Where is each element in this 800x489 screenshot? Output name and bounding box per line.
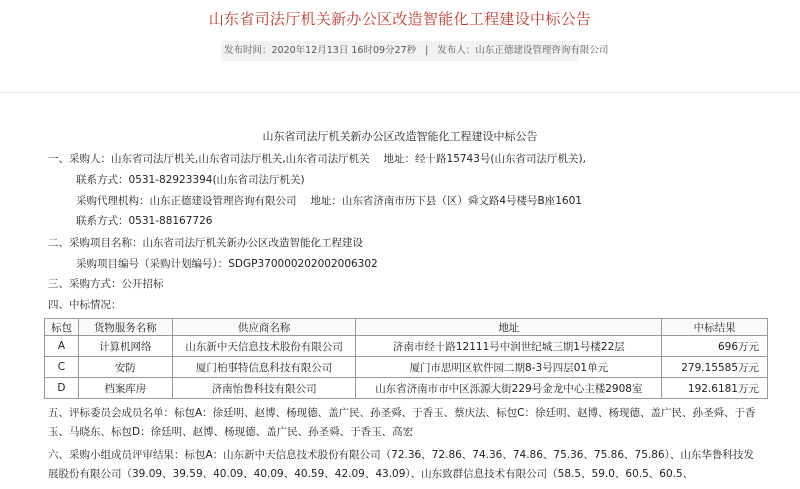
cell-lot: C [45,357,79,378]
section-award-heading: 四、中标情况： [48,299,122,311]
cell-lot: A [45,336,79,357]
publish-time: 发布时间：2020年12月13日 16时09分27秒 [224,45,417,56]
section-project-name: 二、采购项目名称：山东省司法厅机关新办公区改造智能化工程建设 [48,237,363,249]
col-header-supplier: 供应商名称 [172,319,356,336]
cell-service: 档案库房 [78,378,172,399]
cell-address: 山东省济南市市中区泺源大街229号金龙中心主楼2908室 [356,378,662,399]
page-title: 山东省司法厅机关新办公区改造智能化工程建设中标公告 [208,10,592,28]
table-header-row [45,319,768,336]
col-header-service: 货物服务名称 [78,319,172,336]
section-committee: 五、评标委员会成员名单：标包A：徐廷明、赵博、杨现德、盖广民、孙圣舜、于香玉、蔡庆法、标包C：徐廷明、赵博、杨现德、盖广民、孙圣舜、于香玉、马晓东、标包D：徐廷明、赵博、杨现德、盖广民、孙圣舜、于香玉、高宏 [48,407,756,438]
header-divider [0,92,800,93]
section-purchaser: 一、采购人：山东省司法厅机关,山东省司法厅机关,山东省司法厅机关 地址：经十路15743号(山东省司法厅机关), [48,153,586,165]
cell-supplier: 厦门柏事特信息科技有限公司 [172,357,356,378]
section-review-results: 六、采购小组成员评审结果：标包A：山东新中天信息技术股份有限公司（72.36、72.86、74.36、74.86、75.36、75.86、75.86）、山东华鲁科技发展股份有限公司（39.09、39.59、40.09、40.09、40.59、42.09、43.09）、山东致群信息技术有限公司（58.5、59.0、60.5、60.5、 [48,449,754,480]
col-header-lot: 标包 [45,319,79,336]
meta-divider: | [425,45,429,56]
publish-meta-bar [221,41,609,61]
purchaser-contact: 联系方式：0531-82923394(山东省司法厅机关) [76,174,305,186]
notice-header [0,0,800,73]
publisher: 发布人：山东正德建设管理咨询有限公司 [437,45,609,56]
agency-info: 采购代理机构：山东正德建设管理咨询有限公司 地址：山东省济南市历下县（区）舜文路4号楼号B座1601 [76,195,582,207]
cell-result: 192.6181万元 [662,378,768,399]
col-header-address: 地址 [356,319,662,336]
project-number: 采购项目编号（采购计划编号）：SDGP370000202002006302 [76,258,378,270]
table-row [45,336,768,357]
agency-contact: 联系方式：0531-88167726 [76,215,213,227]
col-header-result: 中标结果 [662,319,768,336]
section-method: 三、采购方式：公开招标 [48,278,164,290]
cell-service: 计算机网络 [78,336,172,357]
cell-supplier: 山东新中天信息技术股份有限公司 [172,336,356,357]
cell-supplier: 济南怡鲁科技有限公司 [172,378,356,399]
document-title: 山东省司法厅机关新办公区改造智能化工程建设中标公告 [262,130,538,143]
table-row [45,378,768,399]
award-table [44,318,768,399]
cell-result: 279.15585万元 [662,357,768,378]
cell-result: 696万元 [662,336,768,357]
cell-address: 厦门市思明区软件园二期8-3号四层01单元 [356,357,662,378]
cell-address: 济南市经十路12111号中润世纪城三期1号楼22层 [356,336,662,357]
cell-service: 安防 [78,357,172,378]
cell-lot: D [45,378,79,399]
table-row [45,357,768,378]
